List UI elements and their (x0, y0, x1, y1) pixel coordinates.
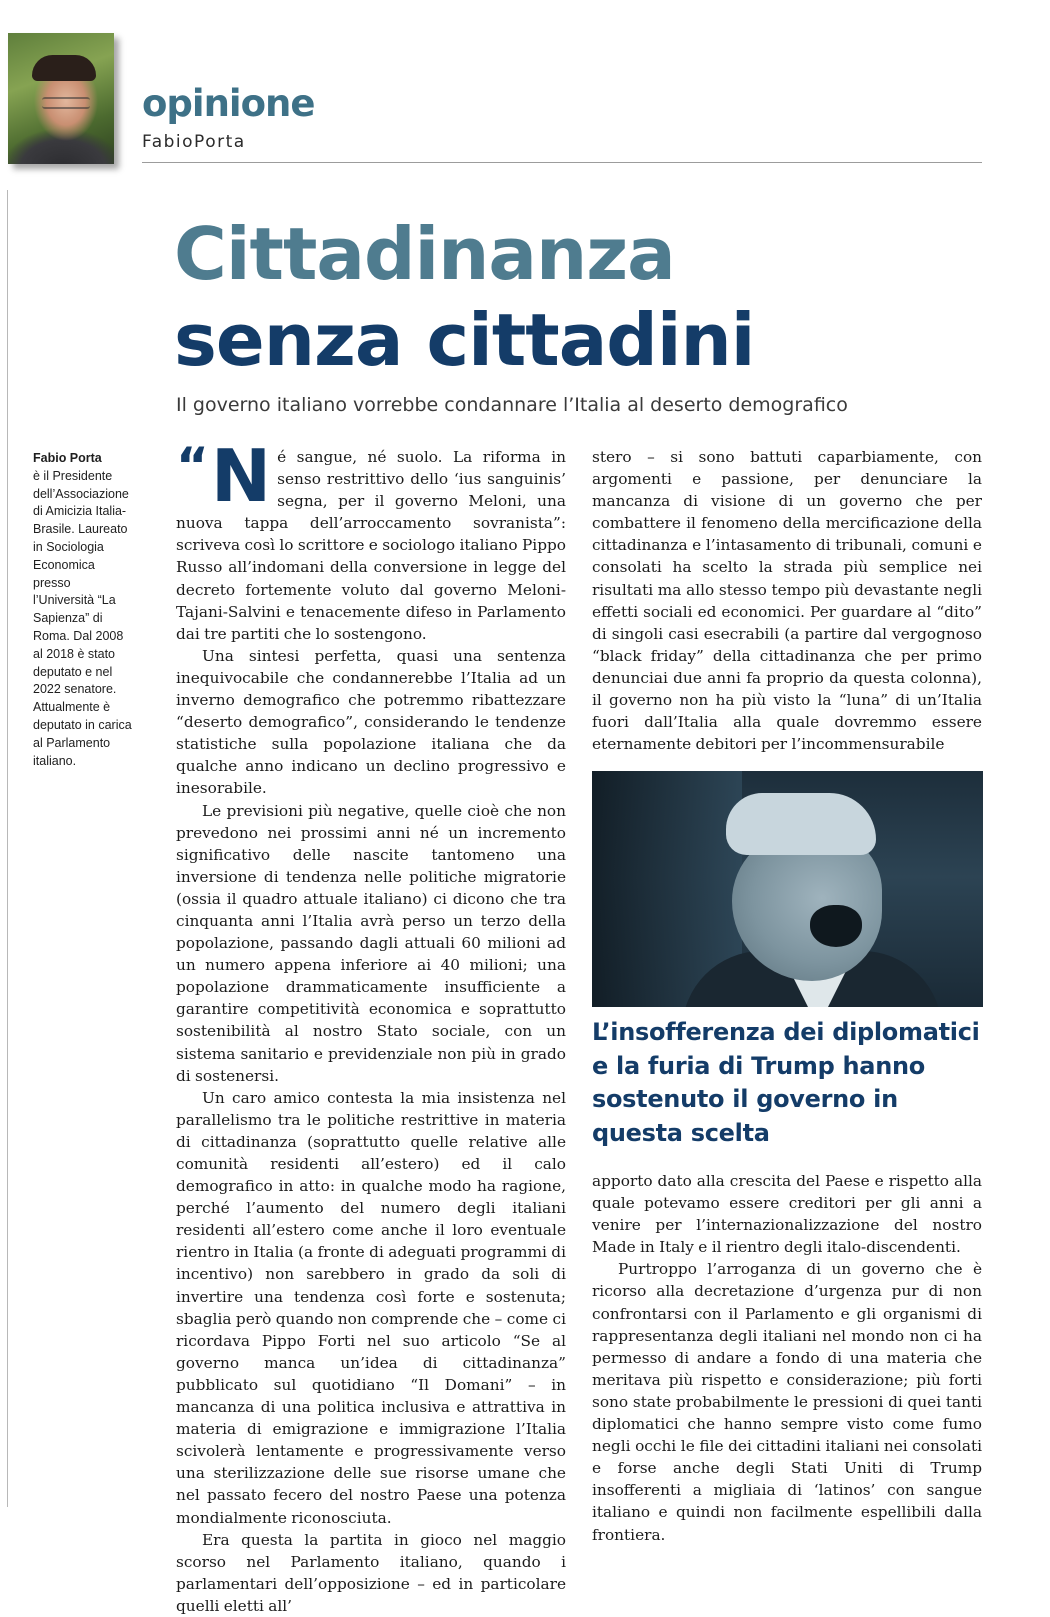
article-subtitle: Il governo italiano vorrebbe condannare l’Italia al deserto demografico (176, 394, 848, 416)
article-title-line-2: senza cittadini (174, 298, 755, 382)
author-bio-text: è il Presidente dell’Associazione di Amicizia Italia-Brasile. Laureato in Sociologia Economica presso l’Università “La Sapienza” di Roma. Dal 2008 al 2018 è stato deputato e nel 2022 senatore. Attualmente è deputato in carica al Parlamento italiano. (33, 468, 132, 768)
article-paragraph: Era questa la partita in gioco nel maggio scorso nel Parlamento italiano, quando i parlamentari dell’opposizione – ed in particolare quelli eletti all’ (176, 1530, 566, 1615)
article-title-line-1: Cittadinanza (174, 212, 675, 296)
author-photo-glasses (42, 97, 90, 109)
header-divider (142, 162, 982, 163)
pull-quote: L’insofferenza dei diplomatici e la furia di Trump hanno sostenuto il governo in questa scelta (592, 1018, 980, 1147)
article-paragraph: Un caro amico contesta la mia insistenza nel parallelismo tra le politiche restrittive in materia di cittadinanza (soprattutto quelle relative alle comunità residenti all’estero) ed il calo demografico in atto: in qualche modo ha ragione, perché l’aumento del numero degli italiani residenti all’estero come anche il loro eventuale rientro in Italia (a fronte di adeguati programmi di incentivo) non sarebbero in grado da soli di invertire una tendenza così forte e sostenuta; sbaglia però quando non comprende che – come ci ricordava Pippo Forti nel suo articolo “Se al governo manca un’idea di cittadinanza” pubblicato sul quotidiano “Il Domani” – in mancanza di una politica inclusiva e attrattiva in materia di emigrazione e immigrazione l’Italia scivolerà lentamente e progressivamente verso una sterilizzazione delle sue risorse umane che nel passato fecero del nostro Paese una potenza mondialmente riconosciuta. (176, 1088, 566, 1527)
author-photo-hair (32, 55, 96, 81)
article-paragraph (176, 434, 566, 645)
article-photo (592, 771, 983, 1007)
article-paragraph: Purtroppo l’arroganza di un governo che è ricorso alla decretazione d’urgenza pur di non confrontarsi con il Parlamento e gli organismi di rappresentanza degli italiani nel mondo non ci ha permesso di andare a fondo di una materia che meritava più rispetto e considerazione; più forti sono state probabilmente le pressioni di quei tanti diplomatici che hanno sempre visto come fumo negli occhi le file dei cittadini italiani nei consolati e forse anche degli Stati Uniti di Trump insofferenti a migliaia di ‘latinos’ con sangue italiano e quindi non facilmente espellibili dalla frontiera. (592, 1260, 982, 1544)
article-paragraph: stero – si sono battuti caparbiamente, con argomenti e passione, per denunciare la mancanza di visione di un governo che per combattere il fenomeno della mercificazione della cittadinanza e l’intasamento di tribunali, comuni e consolati ha scelto la strada più semplice nei risultati ma allo stesso tempo più devastante negli effetti sociali ed economici. Per guardare al “dito” di singoli casi esecrabili (a partire dal vergognoso “black friday” della cittadinanza che per primo denunciai due anni fa proprio da questa colonna), il governo non ha più visto la “luna” di un’Italia fuori dall’Italia alla quale dovremmo essere eternamente debitori per l’incommensurabile (592, 448, 982, 754)
article-column-right-bottom (592, 1170, 982, 1546)
sidebar-divider (7, 190, 8, 1507)
article-paragraph: Le previsioni più negative, quelle cioè che non prevedono nei prossimi anni né un incremento significativo delle nascite tantomeno una inversione di tendenza nelle politiche migratorie (ossia il quadro attuale italiano) ci dicono che tra cinquanta anni l’Italia avrà perso un terzo della popolazione, passando dagli attuali 60 milioni ad un numero appena inferiore ai 40 milioni; una popolazione drammaticamente insufficiente a garantire competitività economica e soprattutto sostenibilità al nostro Stato sociale, con un sistema sanitario e previdenziale non più in grado di sostenersi. (176, 801, 566, 1085)
photo-hair (726, 793, 876, 855)
photo-mouth (810, 905, 862, 947)
article-column-left (176, 434, 566, 1617)
article-paragraph: Una sintesi perfetta, quasi una sentenza inequivocabile che condannerebbe l’Italia ad un inverno demografico che potremmo ribattezzare “deserto demografico”, considerando le tendenze statistiche sulla popolazione italiana che da qualche anno indicano un declino progressivo e inesorabile. (176, 646, 566, 798)
paragraph-text: é sangue, né suolo. La riforma in senso restrittivo dello ‘ius sanguinis’ segna, per il governo Meloni, una nuova tappa dell’arroccamento sovranista”: scriveva così lo scrittore e sociologo italiano Pippo Russo all’indomani della conversione in legge del decreto fortemente voluto dal governo Meloni-Tajani-Salvini e tenacemente difeso in Parlamento dai tre partiti che lo sostengono. (176, 448, 566, 643)
article-column-right-top (592, 446, 982, 755)
opening-quote-mark: “ (176, 437, 209, 495)
article-paragraph: apporto dato alla crescita del Paese e rispetto alla quale potevamo essere creditori per gli anni a venire per l’internazionalizzazione del nostro Made in Italy e il rientro degli italo-discendenti. (592, 1172, 982, 1257)
columnist-name: FabioPorta (142, 132, 246, 152)
section-label: opinione (142, 82, 315, 125)
author-bio-name: Fabio Porta (33, 451, 102, 465)
author-photo (8, 33, 114, 164)
author-bio (33, 450, 133, 770)
drop-cap: N (210, 434, 272, 518)
